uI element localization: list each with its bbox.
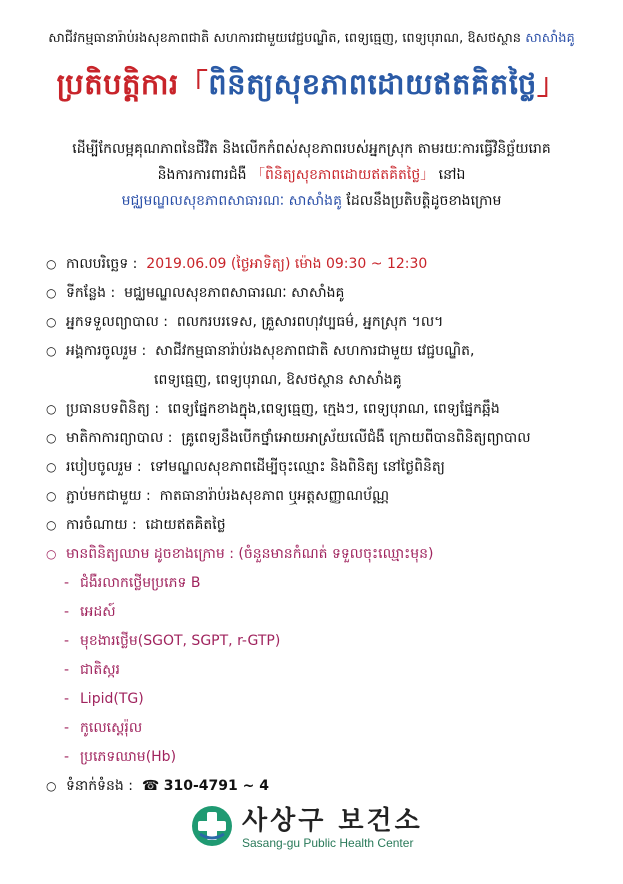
intro-text: នៅឯ <box>438 167 466 183</box>
bullet-icon: ○ <box>46 547 57 561</box>
intro-center-name: មជ្ឈមណ្ឌលសុខភាពសាធារណៈ សាសាំងគូ <box>121 193 342 209</box>
detail-value: កាតធានារ៉ាប់រងសុខភាព ឬអត្តសញ្ញាណប័ណ្ណ <box>159 488 390 504</box>
detail-label: ទំនាក់ទំនង : <box>66 778 133 794</box>
detail-date <box>46 250 606 279</box>
intro-line-3 <box>20 188 603 214</box>
blood-test-item: - អេដស៍ <box>64 604 116 620</box>
blood-test-label: Lipid(TG) <box>80 691 144 707</box>
detail-value: 2019.06.09 (ថ្ងៃអាទិត្យ) ម៉ោង 09:30 ~ 12:30 <box>146 256 428 272</box>
detail-label: មានពិនិត្យឈាម ដូចខាងក្រោម : (ចំនួនមានកំណត់ ទទួលចុះឈ្មោះមុន) <box>66 546 434 562</box>
blood-test-item: - ជាតិស្ករ <box>64 662 120 678</box>
detail-blood-tests <box>46 540 606 569</box>
detail-organizations <box>46 337 606 366</box>
blood-test-label: មុខងារថ្លើម(SGOT, SGPT, r-GTP) <box>80 633 281 649</box>
title-prefix: ប្រតិបត្តិការ「 <box>56 67 209 101</box>
detail-method <box>46 453 606 482</box>
bullet-icon: ○ <box>46 344 57 358</box>
organization-highlight: សាសាំងគូ <box>525 31 575 46</box>
detail-label: ទីកន្លែង : <box>66 285 116 301</box>
intro-program-name: 「ពិនិត្យសុខភាពដោយឥតគិតថ្លៃ」 <box>250 167 435 183</box>
organization-line <box>0 30 623 49</box>
logo-english-name: Sasang-gu Public Health Center <box>242 836 414 850</box>
detail-place <box>46 279 606 308</box>
detail-value: ដោយឥតគិតថ្លៃ <box>145 517 226 533</box>
intro-text: ដែលនឹងប្រតិបត្តិដូចខាងក្រោម <box>346 193 502 209</box>
detail-label: ការចំណាយ : <box>66 517 137 533</box>
detail-label: អង្គការចូលរួម : <box>66 343 147 359</box>
detail-label: អ្នកទទួលព្យាបាល : <box>66 314 168 330</box>
detail-value: ពលករបរទេស, គ្រួសារពហុវប្បធម៌, អ្នកស្រុក ។ល។ <box>176 314 444 330</box>
bullet-icon: ○ <box>46 402 57 416</box>
detail-value: ពេទ្យផ្នែកខាងក្នុង,ពេទ្យធ្មេញ, ក្មេងៗ, ពេទ្យបុរាណ, ពេទ្យផ្នែកឆ្អឹង <box>167 401 500 417</box>
phone-number: 310-4791 ~ 4 <box>163 778 269 794</box>
blood-test-item: - ជំងឺរលាកថ្លើមប្រភេទ B <box>64 575 201 591</box>
detail-label: ភ្ជាប់មកជាមួយ : <box>66 488 151 504</box>
health-cross-logo-icon <box>190 804 234 848</box>
page-title <box>0 62 623 109</box>
detail-topics <box>46 395 606 424</box>
detail-value: មជ្ឈមណ្ឌលសុខភាពសាធារណៈ សាសាំងគូ <box>124 285 345 301</box>
title-close-bracket: 」 <box>536 67 567 101</box>
phone-icon: ☎ <box>141 778 160 794</box>
detail-value: គ្រូពេទ្យនឹងបើកថ្នាំអោយអាស្រ័យលើជំងឺ ក្រោយពីបានពិនិត្យព្យាបាល <box>181 430 531 446</box>
blood-test-item: - មុខងារថ្លើម(SGOT, SGPT, r-GTP) <box>64 633 281 649</box>
blood-test-label: ជំងឺរលាកថ្លើមប្រភេទ B <box>80 575 201 591</box>
intro-text: និងការការពារជំងឺ <box>157 167 247 183</box>
health-center-logo <box>190 800 450 860</box>
blood-test-label: ជាតិស្ករ <box>80 662 120 678</box>
detail-treatment <box>46 424 606 453</box>
bullet-icon: ○ <box>46 518 57 532</box>
detail-value: ពេទ្យធ្មេញ, ពេទ្យបុរាណ, ឱសថស្ថាន សាសាំងគូ <box>154 372 402 388</box>
bullet-icon: ○ <box>46 431 57 445</box>
intro-paragraph <box>20 136 603 214</box>
organization-text: សាជីវកម្មធានារ៉ាប់រងសុខភាពជាតិ សហការជាមួយវេជ្ជបណ្ឌិត, ពេទ្យធ្មេញ, ពេទ្យបុរាណ, ឱសថស្ថាន <box>48 31 522 46</box>
detail-value: ទៅមណ្ឌលសុខភាពដើម្បីចុះឈ្មោះ និងពិនិត្យ នៅថ្ងៃពិនិត្យ <box>150 459 445 475</box>
bullet-icon: ○ <box>46 315 57 329</box>
bullet-icon: ○ <box>46 257 57 271</box>
blood-test-item: - ប្រភេទឈាម(Hb) <box>64 749 177 765</box>
detail-label: របៀបចូលរួម : <box>66 459 142 475</box>
detail-bring <box>46 482 606 511</box>
detail-cost <box>46 511 606 540</box>
detail-value: សាជីវកម្មធានារ៉ាប់រងសុខភាពជាតិ សហការជាមួយ វេជ្ជបណ្ឌិត, <box>155 343 475 359</box>
detail-label: កាលបរិច្ឆេទ : <box>66 256 138 272</box>
blood-test-label: កូលេស្តេរ៉ុល <box>80 720 143 736</box>
details-list <box>46 250 606 801</box>
detail-label: មាតិកាការព្យាបាល : <box>66 430 173 446</box>
detail-label: ប្រធានបទពិនិត្យ : <box>66 401 160 417</box>
detail-organizations-continued <box>46 366 606 395</box>
title-main: ពិនិត្យសុខភាពដោយឥតគិតថ្លៃ <box>208 67 537 101</box>
bullet-icon: ○ <box>46 460 57 474</box>
bullet-icon: ○ <box>46 779 57 793</box>
bullet-icon: ○ <box>46 489 57 503</box>
logo-korean-name: 사상구 보건소 <box>242 806 423 836</box>
blood-test-label: អេដស៍ <box>80 604 116 620</box>
blood-test-item: - កូលេស្តេរ៉ុល <box>64 720 143 736</box>
detail-patients <box>46 308 606 337</box>
bullet-icon: ○ <box>46 286 57 300</box>
blood-test-item: - Lipid(TG) <box>64 691 144 707</box>
blood-test-label: ប្រភេទឈាម(Hb) <box>80 749 177 765</box>
intro-line-1: ដើម្បីកែលម្អគុណភាពនៃជីវិត និងលើកកំពស់សុខភាពរបស់អ្នកស្រុក តាមរយៈការធ្វើវិនិច្ឆ័យរោគ <box>72 141 551 157</box>
detail-contact <box>46 772 606 801</box>
intro-line-2 <box>20 162 603 188</box>
